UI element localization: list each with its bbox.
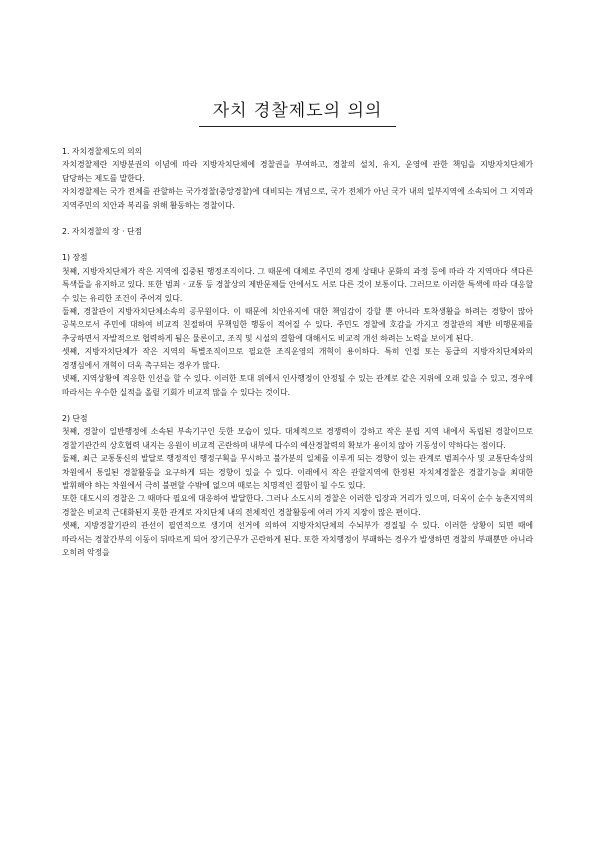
section-1-paragraph-2: 자치경찰제는 국가 전체를 관할하는 국가경찰(중앙경찰)에 대비되는 개념으로, 국가 전체가 아닌 국가 내의 일부지역에 소속되어 그 지역과 지역주민의 치안과 복리를 위해 활동하는 경찰이다. bbox=[62, 187, 533, 210]
demerits-paragraph-4: 셋째, 지방경찰기관의 관선이 필연적으로 생기며 선거에 의하여 지방자치단체의 수뇌부가 경질될 수 있다. 이러한 상황이 되면 때에 따라서는 경찰간부의 이동이 뒤따르게 되어 장기근무가 곤란하게 된다. 또한 자치행정이 부패하는 경우가 발생하면 경찰의 부패뿐만 아니라 오히려 악정을 bbox=[62, 521, 533, 557]
section-1-paragraph-1: 자치경찰제란 지방분권의 이념에 따라 지방자치단체에 경찰권을 부여하고, 경찰의 설치, 유지, 운영에 관한 책임을 지방자치단체가 담당하는 제도를 말한다. bbox=[62, 160, 533, 183]
demerits-heading: 2) 단점 bbox=[62, 413, 88, 423]
demerits-paragraph-3: 또한 대도시의 경찰은 그 때마다 필요에 대응하여 발달한다. 그러나 소도시의 경찰은 이러한 입장과 거리가 있으며, 더욱이 순수 농촌지역의 경찰은 비교적 근대화된지 못한 관계로 자치단체 내의 전체적인 경찰활동에 여러 가지 지장이 많은 편이다. bbox=[62, 494, 533, 517]
demerits-paragraph-1: 첫째, 경찰이 일반행정에 소속된 부속기구인 듯한 모습이 있다. 대체적으로 경쟁력이 강하고 작은 분립 지역 내에서 독립된 경찰이므로 경찰기관간의 상호협력 내지는 응원이 비교적 곤란하며 내부에 다수의 예산경찰력의 확보가 용이치 않아 기동성이 약하다는 점이다. bbox=[62, 427, 533, 450]
document-body bbox=[62, 145, 533, 559]
merits-paragraph-2: 둘째, 경찰관이 지방자치단체소속의 공무원이다. 이 때문에 치안유지에 대한 책임감이 강할 뿐 아니라 토착생활을 하려는 경향이 많아 공복으로서 주민에 대하여 비교적 친절하며 무책임한 행동이 적어질 수 있다. 주민도 경찰에 호감을 가지고 경찰관의 제반 비행문제를 추궁하면서 자발적으로 협력하게 됨은 물론이고, 조직 및 시설의 결함에 대해서도 비교적 개선 하려는 노력을 보이게 된다. bbox=[62, 307, 533, 343]
section-2-heading: 2. 자치경찰의 장 · 단점 bbox=[62, 227, 143, 237]
demerits-paragraph-2: 둘째, 최근 교통통신의 발달로 행정적인 행정구획을 무시하고 불가분의 일체를 이루게 되는 경향이 있는 관계로 범죄수사 및 교통단속상의 차원에서 통일된 경찰활동을 요구하게 되는 경향이 있을 수 있다. 이래에서 작은 관할지역에 한정된 자치체경찰은 경찰기능을 최대한 발휘해야 하는 차원에서 극히 불편할 수밖에 없으며 때로는 치명적인 결함이 될 수도 있다. bbox=[62, 454, 533, 490]
document-title: 자치 경찰제도의 의의 bbox=[199, 96, 397, 127]
title-block bbox=[0, 96, 595, 127]
section-1-heading: 1. 자치경찰제도의 의의 bbox=[62, 147, 143, 156]
merits-paragraph-1: 첫째, 지방자치단체가 작은 지역에 집중된 행정조직이다. 그 때문에 대체로 주민의 경제 상태나 문화의 과정 등에 따라 각 지역마다 색다른 특색들을 유지하고 있다. 또한 범죄 · 교통 등 경찰상의 제반문제들 안에서도 서로 다른 것이 보통이다. 그러므로 이러한 특색에 따라 대응할 수 있는 유리한 조건이 주어져 있다. bbox=[62, 266, 533, 303]
merits-heading: 1) 장점 bbox=[62, 253, 88, 263]
merits-paragraph-4: 넷째, 지역상황에 적응한 인선을 할 수 있다. 이러한 토대 위에서 인사행정이 안정될 수 있는 관계로 같은 지위에 오래 있을 수 있고, 경우에 따라서는 우수한 실적을 올릴 기회가 비교적 많을 수 있다는 것이다. bbox=[62, 374, 533, 397]
merits-paragraph-3: 셋째, 지방자치단체가 작은 지역의 특별조직이므로 필요한 조직운영의 개혁이 용이하다. 특히 인접 또는 동급의 지방자치단체와의 경쟁심에서 개혁이 더욱 촉구되는 경우가 많다. bbox=[62, 347, 533, 370]
